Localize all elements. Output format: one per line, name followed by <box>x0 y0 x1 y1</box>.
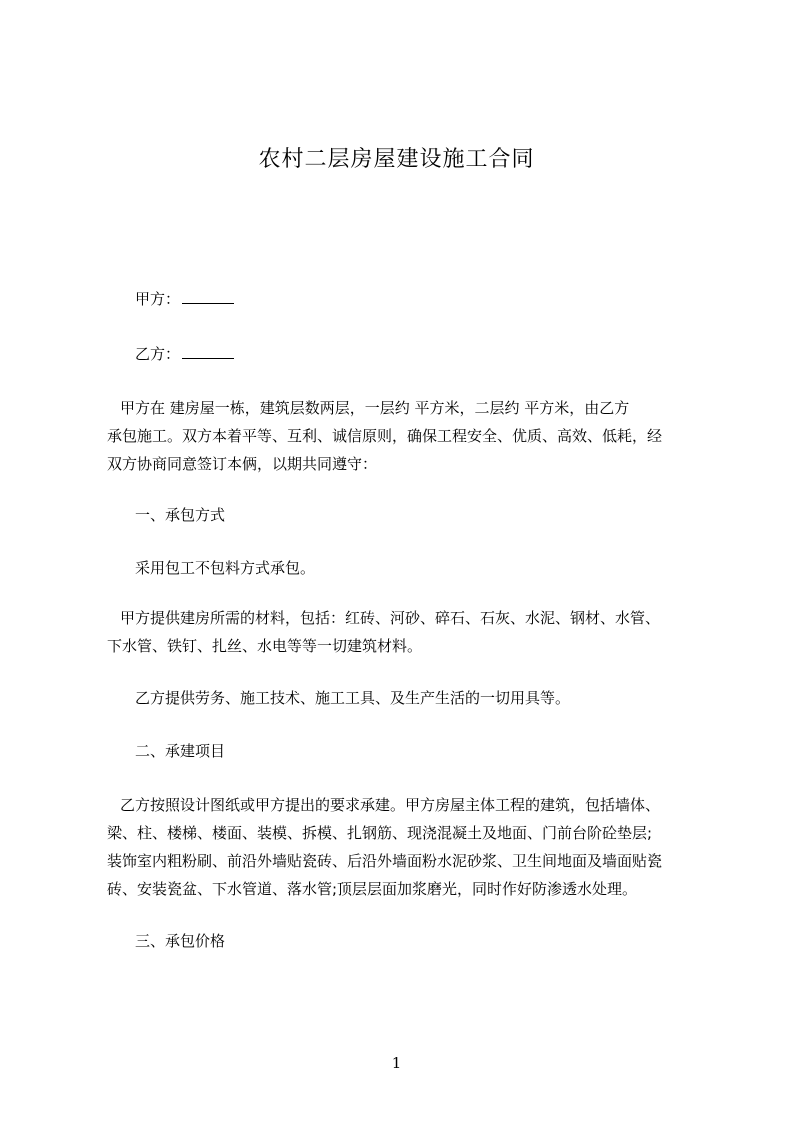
section-1-paragraph-1: 采用包工不包料方式承包。 <box>135 559 316 577</box>
intro-line-3: 双方协商同意签订本俩，以期共同遵守： <box>107 455 378 473</box>
intro-line-1: 甲方在 建房屋一栋，建筑层数两层，一层约 平方米，二层约 平方米，由乙方 <box>120 399 630 417</box>
party-b-blank <box>182 358 234 359</box>
section-1-paragraph-2-line-2: 下水管、铁钉、扎丝、水电等等一切建筑材料。 <box>107 637 423 655</box>
party-b-label: 乙方： <box>135 345 181 363</box>
section-2-paragraph-line-4: 砖、安装瓷盆、下水管道、落水管;顶层层面加浆磨光，同时作好防渗透水处理。 <box>107 880 638 898</box>
section-2-heading: 二、承建项目 <box>135 742 226 760</box>
section-1-paragraph-2-line-1: 甲方提供建房所需的材料，包括：红砖、河砂、碎石、石灰、水泥、钢材、水管、 <box>120 609 661 627</box>
document-title: 农村二层房屋建设施工合同 <box>258 147 535 172</box>
intro-line-2: 承包施工。双方本着平等、互利、诚信原则，确保工程安全、优质、高效、低耗，经 <box>107 427 663 445</box>
party-a-label: 甲方： <box>135 290 181 308</box>
section-1-heading: 一、承包方式 <box>135 506 226 524</box>
section-2-paragraph-line-2: 梁、柱、楼梯、楼面、装模、拆模、扎钢筋、现浇混凝土及地面、门前台阶砼垫层; <box>107 824 653 842</box>
party-b-line <box>135 341 747 368</box>
section-1-paragraph-3: 乙方提供劳务、施工技术、施工工具、及生产生活的一切用具等。 <box>135 689 571 707</box>
party-a-blank <box>182 303 234 304</box>
section-2-paragraph-line-3: 装饰室内粗粉刷、前沿外墙贴瓷砖、后沿外墙面粉水泥砂浆、卫生间地面及墙面贴瓷 <box>107 852 663 870</box>
party-a-line <box>135 286 747 313</box>
page-number: 1 <box>391 1054 402 1072</box>
section-3-heading: 三、承包价格 <box>135 932 226 950</box>
section-2-paragraph-line-1: 乙方按照设计图纸或甲方提出的要求承建。甲方房屋主体工程的建筑，包括墙体、 <box>120 796 661 814</box>
